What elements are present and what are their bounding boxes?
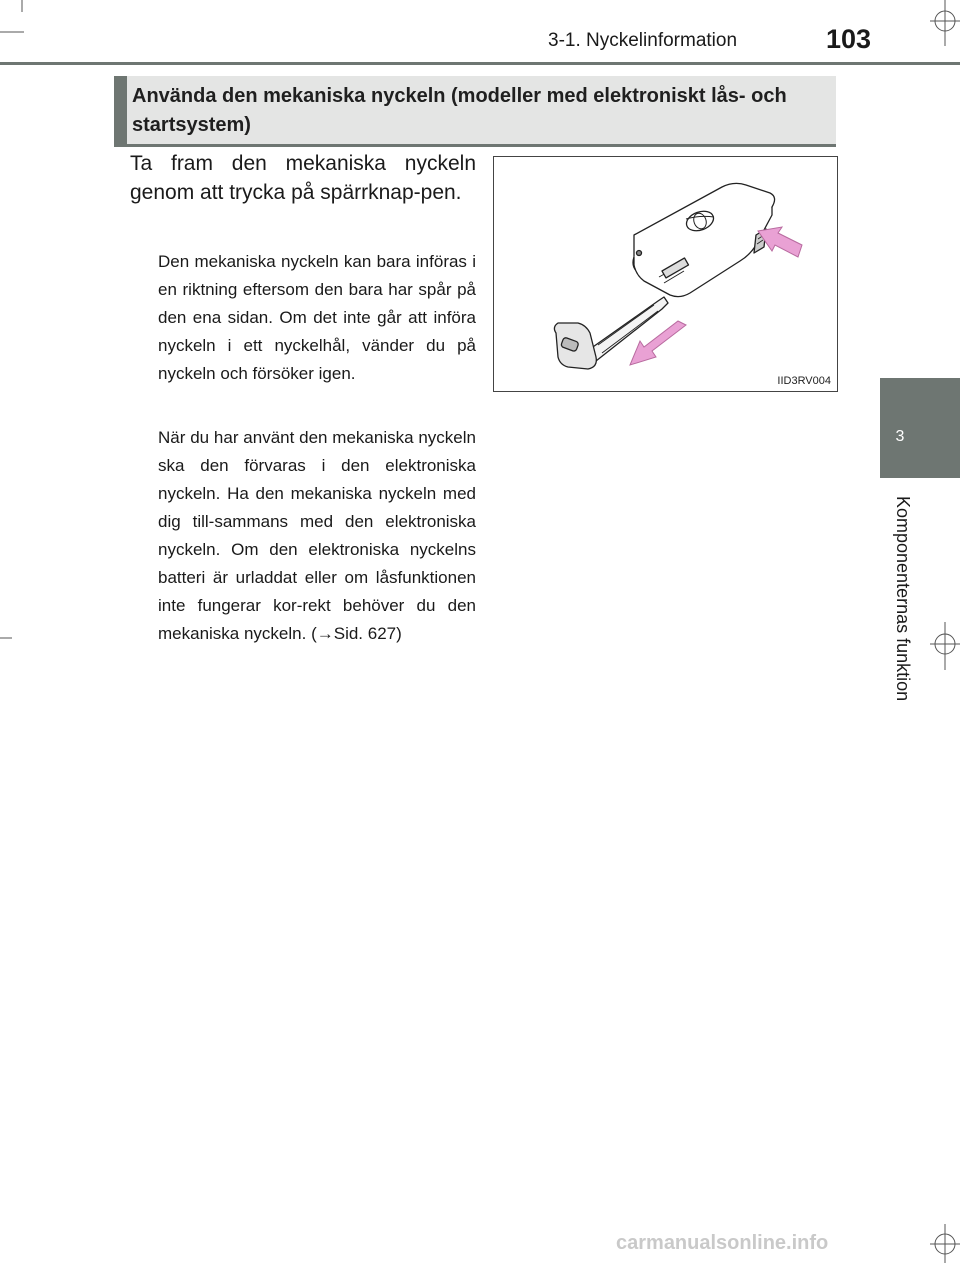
figure-code: IID3RV004	[777, 375, 831, 387]
key-illustration	[493, 156, 838, 392]
page-number: 103	[826, 24, 872, 54]
key-illustration-drawing	[494, 157, 837, 391]
page-reference: Sid. 627)	[333, 624, 402, 643]
electronic-key-icon	[633, 183, 775, 296]
note-paragraph-1: Den mekaniska nyckeln kan bara införas i en riktning eftersom den bara har spår på den ena sidan. Om det inte går att införa nyckeln i ett nyckelhål, vänder du på nyckeln och försöker igen.	[158, 252, 476, 383]
crop-mark-top-left	[0, 0, 40, 70]
crop-mark-bottom-right	[930, 1220, 960, 1263]
section-heading-box	[114, 76, 836, 147]
watermark: carmanualsonline.info	[616, 1232, 829, 1254]
chapter-tab-number: 3	[895, 428, 905, 445]
lead-paragraph: Ta fram den mekaniska nyckeln genom att trycka på spärrknap-pen.	[130, 152, 476, 204]
header-rule	[0, 62, 960, 65]
section-heading-bar	[114, 76, 127, 147]
chapter-tab-label: Komponenternas funktion	[893, 496, 913, 702]
note-2-text: När du har använt den mekaniska nyckeln ska den förvaras i den elektroniska nyckeln. Ha den mekaniska nyckeln med dig till-sammans med den elektroniska nyckeln. Om den elektroniska nyckelns batteri är urladdat eller om låsfunktionen inte fungerar kor-rekt behöver du den mekaniska nyckeln. (	[158, 428, 476, 643]
section-heading: Använda den mekaniska nyckeln (modeller med elektroniskt lås- och startsystem)	[132, 85, 787, 136]
crop-mark-mid-right	[930, 622, 960, 682]
note-paragraph-2	[158, 424, 476, 648]
header-section-title: 3-1. Nyckelinformation	[548, 30, 738, 51]
crop-mark-mid-left	[0, 630, 20, 650]
page-reference-arrow: →	[316, 624, 334, 643]
crop-mark-top-right	[930, 0, 960, 60]
